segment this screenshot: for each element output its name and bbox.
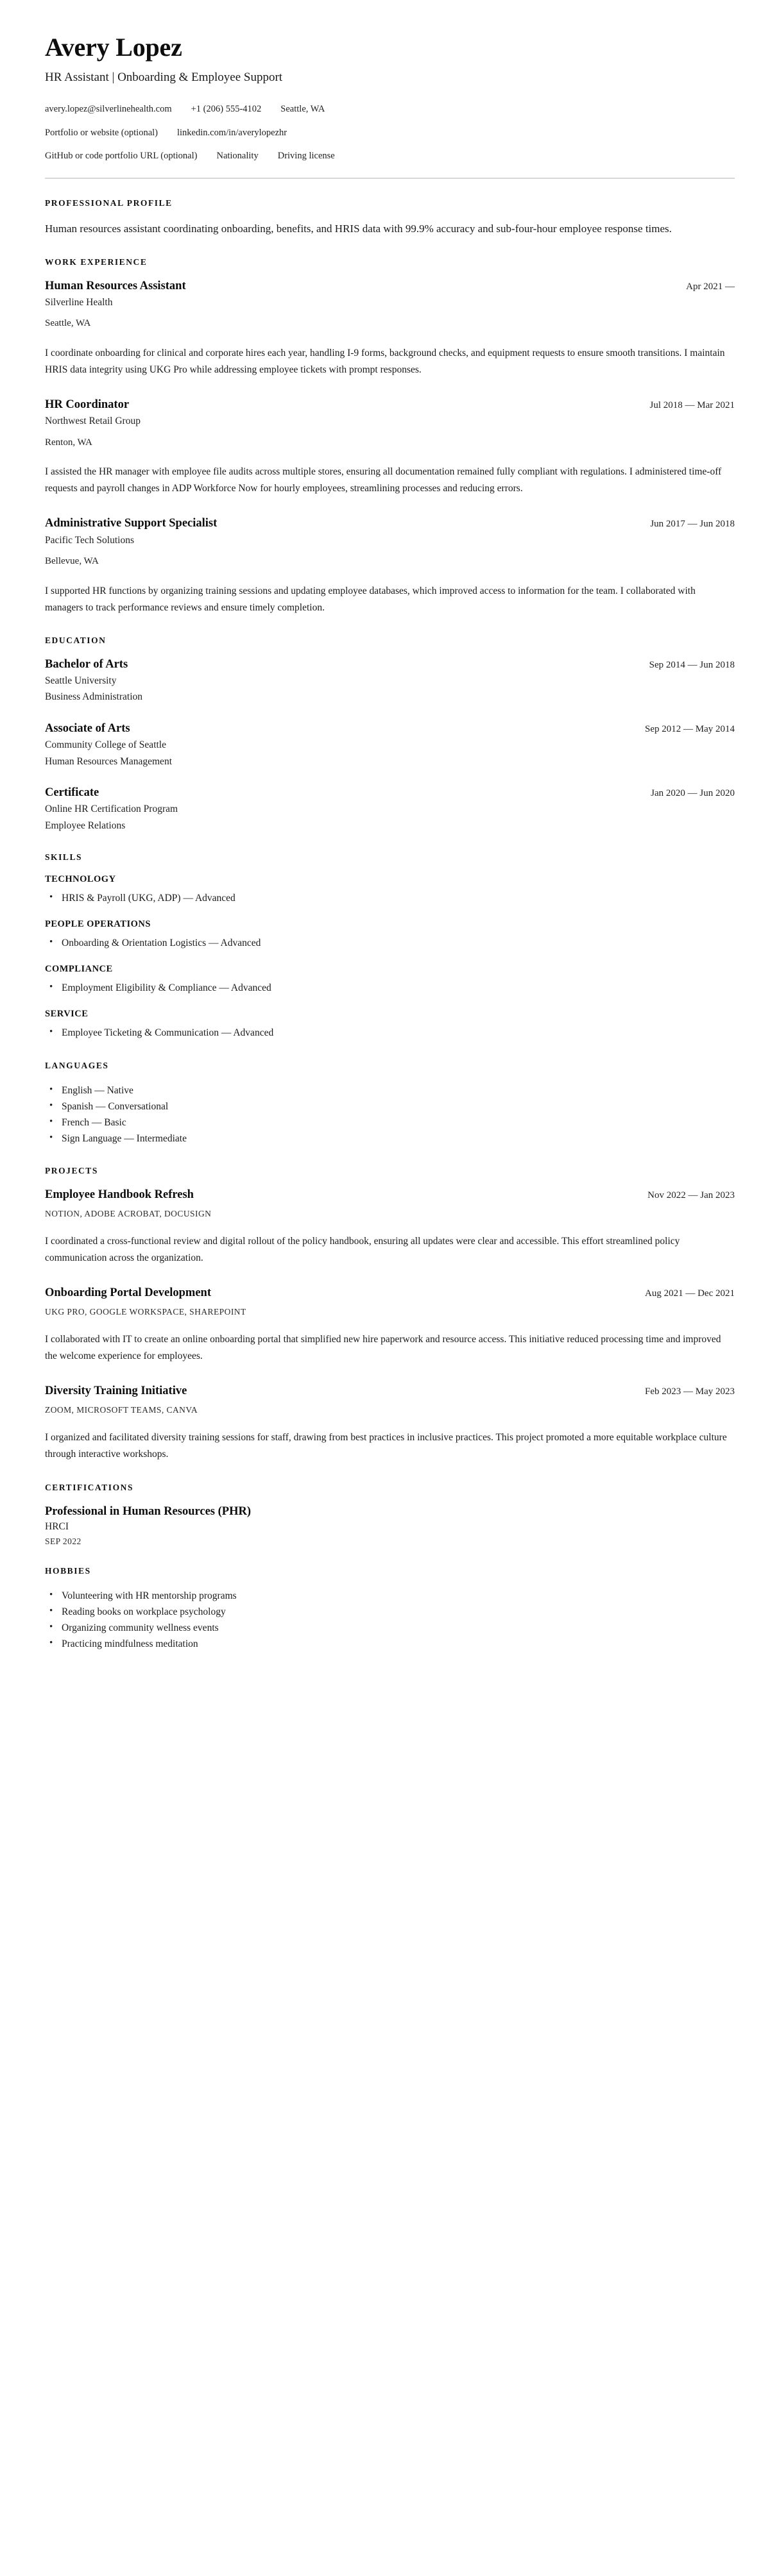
education-entry <box>45 657 735 705</box>
project-date-range: Nov 2022 — Jan 2023 <box>647 1190 735 1200</box>
skill-item: • Onboarding & Orientation Logistics — Advanced <box>45 935 735 951</box>
contact-line-primary <box>45 103 735 117</box>
skill-group <box>45 964 735 996</box>
skill-item: • Employee Ticketing & Communication — Advanced <box>45 1025 735 1041</box>
skill-list <box>45 980 735 996</box>
job-title: Human Resources Assistant <box>45 279 186 292</box>
contact-location: Seattle, WA <box>280 103 325 114</box>
work-entry <box>45 398 735 497</box>
job-company: Silverline Health <box>45 296 113 308</box>
school-name: Online HR Certification Program <box>45 804 178 815</box>
project-title: Diversity Training Initiative <box>45 1385 187 1398</box>
contact-phone[interactable]: +1 (206) 555-4102 <box>191 103 262 114</box>
project-date-range: Feb 2023 — May 2023 <box>645 1386 735 1397</box>
contact-linkedin[interactable]: linkedin.com/in/averylopezhr <box>176 127 287 138</box>
project-entry-head <box>45 1286 735 1301</box>
contact-line-web <box>45 126 735 140</box>
job-location: Bellevue, WA <box>45 556 99 567</box>
degree-title: Certificate <box>45 786 99 799</box>
skill-list <box>45 890 735 906</box>
skill-group <box>45 874 735 906</box>
education-entry <box>45 721 735 769</box>
job-date-range: Jul 2018 — Mar 2021 <box>649 400 735 411</box>
section-languages <box>45 1061 735 1147</box>
education-entry-head <box>45 657 735 672</box>
project-entry <box>45 1286 735 1365</box>
contact-line-extra <box>45 149 735 164</box>
job-description: I coordinate onboarding for clinical and corporate hires each year, handling I-9 forms, background checks, and equipment requests to ensure smooth transitions. I maintain HRIS data integrity using UKG Pro while addressing employee tickets with prompt responses. <box>45 348 725 376</box>
project-title: Employee Handbook Refresh <box>45 1188 194 1201</box>
section-title-work: WORK EXPERIENCE <box>45 257 148 267</box>
education-entry <box>45 786 735 833</box>
degree-date-range: Sep 2012 — May 2014 <box>645 723 735 734</box>
contact-portfolio-placeholder[interactable]: Portfolio or website (optional) <box>45 127 158 138</box>
contact-nationality-placeholder[interactable]: Nationality <box>216 151 259 162</box>
section-skills <box>45 852 735 1041</box>
contact-driving-license-placeholder[interactable]: Driving license <box>277 151 335 162</box>
project-entry <box>45 1384 735 1463</box>
work-entry-head <box>45 279 735 294</box>
language-item: • Spanish — Conversational <box>45 1099 735 1115</box>
project-entry <box>45 1188 735 1267</box>
candidate-headline: HR Assistant | Onboarding & Employee Support <box>45 71 283 85</box>
hobby-item: • Organizing community wellness events <box>45 1620 735 1636</box>
header-divider <box>45 178 735 179</box>
skill-list <box>45 1025 735 1041</box>
hobby-list <box>45 1588 735 1652</box>
section-title-skills: SKILLS <box>45 852 83 863</box>
project-title: Onboarding Portal Development <box>45 1286 211 1300</box>
education-entry-head <box>45 721 735 736</box>
degree-date-range: Jan 2020 — Jun 2020 <box>651 788 735 798</box>
section-work-experience <box>45 257 735 616</box>
hobby-item: • Reading books on workplace psychology <box>45 1604 735 1620</box>
skill-category-label: PEOPLE OPERATIONS <box>45 919 151 930</box>
job-location: Renton, WA <box>45 437 92 448</box>
school-name: Community College of Seattle <box>45 739 166 751</box>
language-item: • French — Basic <box>45 1115 735 1131</box>
section-title-profile: PROFESSIONAL PROFILE <box>45 198 173 208</box>
job-date-range: Jun 2017 — Jun 2018 <box>650 519 735 530</box>
profile-summary-text: Human resources assistant coordinating onboarding, benefits, and HRIS data with 99.9% accuracy and sub-four-hour employee response times. <box>45 223 672 235</box>
field-of-study: Business Administration <box>45 691 142 703</box>
section-title-education: EDUCATION <box>45 635 107 645</box>
section-professional-profile <box>45 198 735 238</box>
language-item: • English — Native <box>45 1082 735 1099</box>
job-location: Seattle, WA <box>45 318 91 329</box>
certification-entry <box>45 1504 735 1547</box>
certification-title: Professional in Human Resources (PHR) <box>45 1504 252 1518</box>
section-education <box>45 636 735 833</box>
language-list <box>45 1082 735 1147</box>
project-tools: ZOOM, MICROSOFT TEAMS, CANVA <box>45 1405 198 1415</box>
hobby-item: • Volunteering with HR mentorship programs <box>45 1588 735 1604</box>
skill-category-label: SERVICE <box>45 1009 89 1020</box>
job-description: I supported HR functions by organizing training sessions and updating employee databases, which improved access to information for the team. I collaborated with managers to track performance reviews and ensure timely completion. <box>45 585 696 613</box>
skill-item: • Employment Eligibility & Compliance — Advanced <box>45 980 735 996</box>
section-projects <box>45 1166 735 1463</box>
degree-title: Associate of Arts <box>45 721 130 735</box>
job-company: Northwest Retail Group <box>45 416 141 427</box>
resume-header <box>45 33 735 179</box>
section-title-certifications: CERTIFICATIONS <box>45 1482 133 1492</box>
skill-group <box>45 919 735 951</box>
field-of-study: Human Resources Management <box>45 755 172 767</box>
project-date-range: Aug 2021 — Dec 2021 <box>645 1288 735 1299</box>
job-company: Pacific Tech Solutions <box>45 534 134 546</box>
degree-date-range: Sep 2014 — Jun 2018 <box>649 659 735 670</box>
language-item: • Sign Language — Intermediate <box>45 1131 735 1147</box>
job-title: Administrative Support Specialist <box>45 517 218 530</box>
work-entry-head <box>45 516 735 531</box>
skill-list <box>45 935 735 951</box>
skill-category-label: TECHNOLOGY <box>45 874 116 885</box>
skill-item: • HRIS & Payroll (UKG, ADP) — Advanced <box>45 890 735 906</box>
project-tools: UKG PRO, GOOGLE WORKSPACE, SHAREPOINT <box>45 1307 246 1317</box>
section-title-languages: LANGUAGES <box>45 1060 109 1070</box>
skill-category-label: COMPLIANCE <box>45 964 113 975</box>
project-description: I coordinated a cross-functional review and digital rollout of the policy handbook, ensuring all updates were clear and accessible. This effort streamlined policy communication across the organization. <box>45 1236 680 1264</box>
degree-title: Bachelor of Arts <box>45 657 128 671</box>
field-of-study: Employee Relations <box>45 820 126 831</box>
hobby-item: • Practicing mindfulness meditation <box>45 1636 735 1652</box>
education-entry-head <box>45 786 735 800</box>
job-description: I assisted the HR manager with employee file audits across multiple stores, ensuring all documentation remained fully compliant with regulations. I administered time-off requests and payroll changes in ADP Workforce Now for hourly employees, streamlining processes and reducing errors. <box>45 466 722 494</box>
job-date-range: Apr 2021 — <box>686 281 735 292</box>
work-entry-head <box>45 398 735 412</box>
certification-date: SEP 2022 <box>45 1536 81 1546</box>
candidate-name: Avery Lopez <box>45 33 182 62</box>
school-name: Seattle University <box>45 675 117 686</box>
section-hobbies <box>45 1566 735 1652</box>
certification-issuer: HRCI <box>45 1520 69 1532</box>
section-title-hobbies: HOBBIES <box>45 1565 91 1576</box>
contact-github-placeholder[interactable]: GitHub or code portfolio URL (optional) <box>45 151 198 162</box>
section-title-projects: PROJECTS <box>45 1165 98 1175</box>
section-certifications <box>45 1483 735 1547</box>
project-description: I collaborated with IT to create an online onboarding portal that simplified new hire paperwork and resource access. This initiative reduced processing time and improved the welcome experience for employees. <box>45 1334 721 1362</box>
project-entry-head <box>45 1384 735 1399</box>
skill-group <box>45 1009 735 1041</box>
project-description: I organized and facilitated diversity training sessions for staff, drawing from best practices in inclusive practices. This project promoted a more equitable workplace culture through interactive workshops. <box>45 1432 727 1460</box>
work-entry <box>45 516 735 616</box>
project-entry-head <box>45 1188 735 1202</box>
project-tools: NOTION, ADOBE ACROBAT, DOCUSIGN <box>45 1209 212 1219</box>
work-entry <box>45 279 735 378</box>
job-title: HR Coordinator <box>45 398 130 412</box>
contact-email[interactable]: avery.lopez@silverlinehealth.com <box>45 103 172 114</box>
